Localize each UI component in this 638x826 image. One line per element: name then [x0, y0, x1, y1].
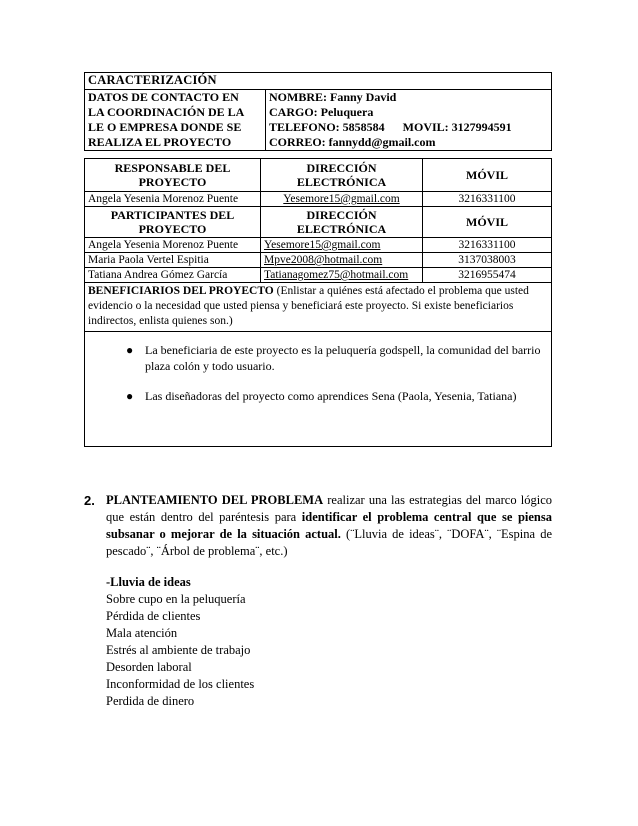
planteamiento-text: realizar una las estrategias del marco lógico que están dentro del paréntesis para: [106, 493, 552, 524]
contact-label-line: LE O EMPRESA DONDE SE: [88, 120, 242, 134]
lluvia-title: -Lluvia de ideas: [106, 575, 191, 589]
list-item-text: Las diseñadoras del proyecto como aprendices Sena (Paola, Yesenia, Tatiana): [145, 389, 517, 403]
table-row: [85, 253, 552, 268]
beneficiarios-description: [85, 283, 552, 332]
beneficiarios-list: [85, 332, 551, 404]
list-item: Pérdida de clientes: [106, 609, 201, 623]
lluvia-de-ideas: [106, 574, 254, 710]
caracterizacion-table: [84, 72, 552, 151]
participant-phone: 3216955474: [423, 268, 552, 283]
list-item: Perdida de dinero: [106, 694, 195, 708]
section-number: 2.: [84, 493, 95, 508]
contact-phones: TELEFONO: 5858584 MOVIL: 3127994591: [269, 120, 512, 134]
contact-label-line: LA COORDINACIÓN DE LA: [88, 105, 245, 119]
participant-name: Tatiana Andrea Gómez García: [85, 268, 261, 283]
list-item: Inconformidad de los clientes: [106, 677, 255, 691]
responsable-phone: 3216331100: [423, 192, 552, 207]
responsable-email: Yesemore15@gmail.com: [261, 192, 423, 207]
list-item: [85, 388, 551, 404]
bullet-icon: ●: [126, 343, 134, 357]
participant-email: Mpve2008@hotmail.com: [261, 253, 423, 268]
participant-email: Yesemore15@gmail.com: [261, 238, 423, 253]
planteamiento-title: PLANTEAMIENTO DEL PROBLEMA: [106, 493, 324, 507]
planteamiento-section: [84, 492, 552, 560]
planteamiento-text: (¨Lluvia de ideas¨, ¨DOFA¨, ¨Espina de pescado¨, ¨Árbol de problema¨, etc.): [106, 527, 553, 558]
table-row: [85, 268, 552, 283]
list-item: Estrés al ambiente de trabajo: [106, 643, 251, 657]
list-item-text: La beneficiaria de este proyecto es la peluquería godspell, la comunidad del barrio plaza colón y todo usuario.: [145, 343, 541, 373]
contact-email: CORREO: fannydd@gmail.com: [269, 135, 436, 149]
contact-name: NOMBRE: Fanny David: [269, 90, 397, 104]
responsable-header: RESPONSABLE DEL PROYECTO: [85, 159, 261, 192]
caracterizacion-title: CARACTERIZACIÓN: [85, 73, 552, 90]
email-header: DIRECCIÓN ELECTRÓNICA: [261, 207, 423, 238]
contact-data-label: [85, 90, 266, 151]
planteamiento-paragraph: [106, 492, 552, 560]
bullet-icon: ●: [126, 389, 134, 403]
table-row: [85, 238, 552, 253]
participantes-header: PARTICIPANTES DEL PROYECTO: [85, 207, 261, 238]
participant-email: Tatianagomez75@hotmail.com: [261, 268, 423, 283]
beneficiarios-instructions: (Enlistar a quiénes está afectado el problema que usted evidencio o la necesidad que usted piensa y beneficiará este proyecto. Si existe beneficiarios indirectos, enlista quienes son.): [88, 285, 529, 327]
participant-name: Angela Yesenia Morenoz Puente: [85, 238, 261, 253]
list-item: [85, 342, 551, 374]
mobile-header: MÓVIL: [423, 207, 552, 238]
planteamiento-emphasis: identificar el problema central que se piensa subsanar o mejorar de la situación actual.: [106, 510, 552, 541]
beneficiarios-title: BENEFICIARIOS DEL PROYECTO: [88, 285, 274, 297]
responsable-name: Angela Yesenia Morenoz Puente: [85, 192, 261, 207]
contact-data-values: [266, 90, 552, 151]
list-item: Mala atención: [106, 626, 178, 640]
mobile-header: MÓVIL: [423, 159, 552, 192]
project-people-table: [84, 158, 552, 447]
email-header: DIRECCIÓN ELECTRÓNICA: [261, 159, 423, 192]
participant-name: Maria Paola Vertel Espitia: [85, 253, 261, 268]
participant-phone: 3216331100: [423, 238, 552, 253]
contact-role: CARGO: Peluquera: [269, 105, 374, 119]
list-item: Desorden laboral: [106, 660, 192, 674]
contact-label-line: DATOS DE CONTACTO EN: [88, 90, 239, 104]
beneficiarios-list-cell: [85, 332, 552, 447]
contact-label-line: REALIZA EL PROYECTO: [88, 135, 232, 149]
list-item: Sobre cupo en la peluquería: [106, 592, 246, 606]
participant-phone: 3137038003: [423, 253, 552, 268]
